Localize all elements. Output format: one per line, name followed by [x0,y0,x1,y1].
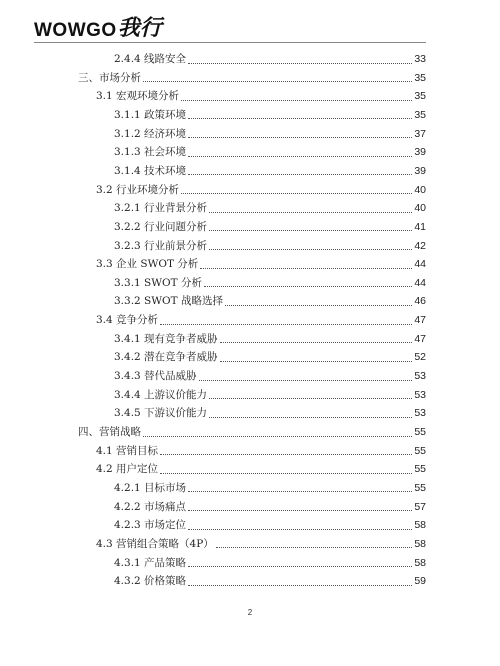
toc-entry[interactable] [114,367,426,385]
toc-entry-label: 4.2 用户定位 [96,463,159,476]
toc-entry[interactable] [114,516,426,534]
toc-entry-label: 3.1.4 技术环境 [114,164,187,177]
toc-entry[interactable] [114,50,426,68]
toc-entry-page: 35 [414,71,426,84]
toc-entry[interactable] [96,460,426,478]
toc-entry[interactable] [114,162,426,180]
toc-entry-label: 4.2.2 市场痛点 [114,500,187,513]
toc-dot-leader [209,398,412,399]
toc-entry-label: 4.3.1 产品策略 [114,556,187,569]
toc-entry-label: 4.1 营销目标 [96,444,159,457]
toc-dot-leader [160,324,412,325]
toc-entry[interactable] [114,330,426,348]
toc-entry-label: 3.1 宏观环境分析 [96,90,180,103]
toc-entry-label: 3.1.2 经济环境 [114,127,187,140]
toc-entry-page: 55 [414,444,426,457]
toc-entry-page: 39 [414,146,426,159]
toc-entry-label: 3.2.1 行业背景分析 [114,202,208,215]
toc-entry[interactable] [114,199,426,217]
toc-dot-leader [220,361,413,362]
toc-entry-page: 39 [414,164,426,177]
toc-entry[interactable] [96,442,426,460]
toc-entry[interactable] [78,69,426,87]
toc-dot-leader [188,118,412,119]
page-number: 2 [247,608,253,617]
toc-dot-leader [188,585,412,586]
toc-entry-label: 3.2.2 行业问题分析 [114,220,208,233]
toc-dot-leader [209,212,412,213]
toc-entry-page: 42 [414,239,426,252]
toc-entry-page: 46 [414,295,426,308]
toc-entry-page: 55 [414,481,426,494]
toc-entry[interactable] [114,125,426,143]
toc-entry-label: 3.3.1 SWOT 分析 [114,276,202,289]
toc-entry-page: 47 [414,314,426,327]
toc-dot-leader [200,268,412,269]
toc-dot-leader [209,230,412,231]
toc-entry[interactable] [114,554,426,572]
toc-entry[interactable] [114,143,426,161]
toc-entry-page: 44 [414,276,426,289]
toc-entry-page: 41 [414,220,426,233]
toc-entry-page: 55 [414,426,426,438]
toc-dot-leader [225,305,412,306]
toc-entry[interactable] [114,386,426,404]
toc-entry[interactable] [114,274,426,292]
toc-dot-leader [209,417,412,418]
toc-dot-leader [188,491,412,492]
toc-dot-leader [216,547,413,548]
toc-dot-leader [143,81,412,82]
toc-entry-page: 37 [414,127,426,140]
toc-entry[interactable] [96,255,426,273]
toc-entry-label: 4.2.3 市场定位 [114,519,187,532]
toc-entry[interactable] [114,348,426,366]
toc-entry-page: 40 [414,202,426,215]
header-divider [34,42,426,43]
toc-entry-label: 3.4 竞争分析 [96,314,159,327]
toc-entry-label: 3.3.2 SWOT 战略选择 [114,295,223,308]
toc-entry[interactable] [114,572,426,590]
toc-entry[interactable] [114,404,426,422]
toc-dot-leader [188,156,412,157]
toc-entry-page: 35 [414,108,426,121]
toc-entry-page: 53 [414,407,426,420]
toc-entry-page: 35 [414,90,426,103]
toc-entry-label: 3.4.5 下游议价能力 [114,407,208,420]
toc-entry-label: 3.2 行业环境分析 [96,183,180,196]
toc-entry[interactable] [114,218,426,236]
toc-entry-page: 59 [414,575,426,588]
toc-dot-leader [188,510,412,511]
toc-dot-leader [188,566,412,567]
toc-entry-label: 3.4.2 潜在竞争者威胁 [114,351,218,364]
toc-entry-page: 58 [414,556,426,569]
toc-entry-label: 3.3 企业 SWOT 分析 [96,258,199,271]
toc-dot-leader [181,100,412,101]
toc-entry[interactable] [114,237,426,255]
toc-entry[interactable] [114,292,426,310]
toc-entry-label: 三、市场分析 [78,71,141,84]
document-header [34,12,162,42]
toc-entry-page: 53 [414,388,426,401]
toc-entry-page: 44 [414,258,426,271]
toc-entry-page: 33 [414,53,426,65]
toc-entry-label: 四、营销战略 [78,426,141,438]
toc-entry-label: 3.4.4 上游议价能力 [114,388,208,401]
toc-dot-leader [209,249,412,250]
toc-entry[interactable] [96,535,426,553]
logo-calligraphy: 我行 [117,16,162,41]
toc-dot-leader [188,529,412,530]
toc-dot-leader [199,380,413,381]
toc-entry-page: 53 [414,370,426,383]
toc-entry-page: 47 [414,332,426,345]
toc-dot-leader [160,454,412,455]
toc-entry[interactable] [114,106,426,124]
toc-entry-label: 3.2.3 行业前景分析 [114,239,208,252]
toc-entry-label: 3.1.1 政策环境 [114,108,187,121]
toc-entry-page: 40 [414,183,426,196]
toc-dot-leader [181,193,412,194]
logo-wordmark: WOWGO [34,20,117,41]
toc-dot-leader [143,436,412,437]
toc-entry-page: 58 [414,537,426,550]
toc-entry-label: 4.3.2 价格策略 [114,575,187,588]
toc-entry-label: 3.4.3 替代品威胁 [114,370,197,383]
toc-entry-label: 3.1.3 社会环境 [114,146,187,159]
toc-entry-label: 2.4.4 线路安全 [114,53,187,65]
toc-dot-leader [188,137,412,138]
toc-entry-label: 4.2.1 目标市场 [114,481,187,494]
toc-entry-label: 3.4.1 现有竞争者威胁 [114,332,218,345]
toc-entry-page: 58 [414,519,426,532]
toc-dot-leader [188,63,412,64]
toc-dot-leader [220,342,413,343]
toc-dot-leader [160,473,412,474]
toc-entry-page: 55 [414,463,426,476]
toc-dot-leader [188,174,412,175]
toc-entry[interactable] [96,311,426,329]
toc-entry-page: 57 [414,500,426,513]
toc-entry[interactable] [114,498,426,516]
toc-entry[interactable] [96,181,426,199]
toc-entry-page: 52 [414,351,426,364]
toc-entry[interactable] [114,479,426,497]
toc-entry[interactable] [96,87,426,105]
toc-dot-leader [204,286,412,287]
toc-entry-label: 4.3 营销组合策略（4P） [96,537,214,550]
toc-entry[interactable] [78,423,426,441]
